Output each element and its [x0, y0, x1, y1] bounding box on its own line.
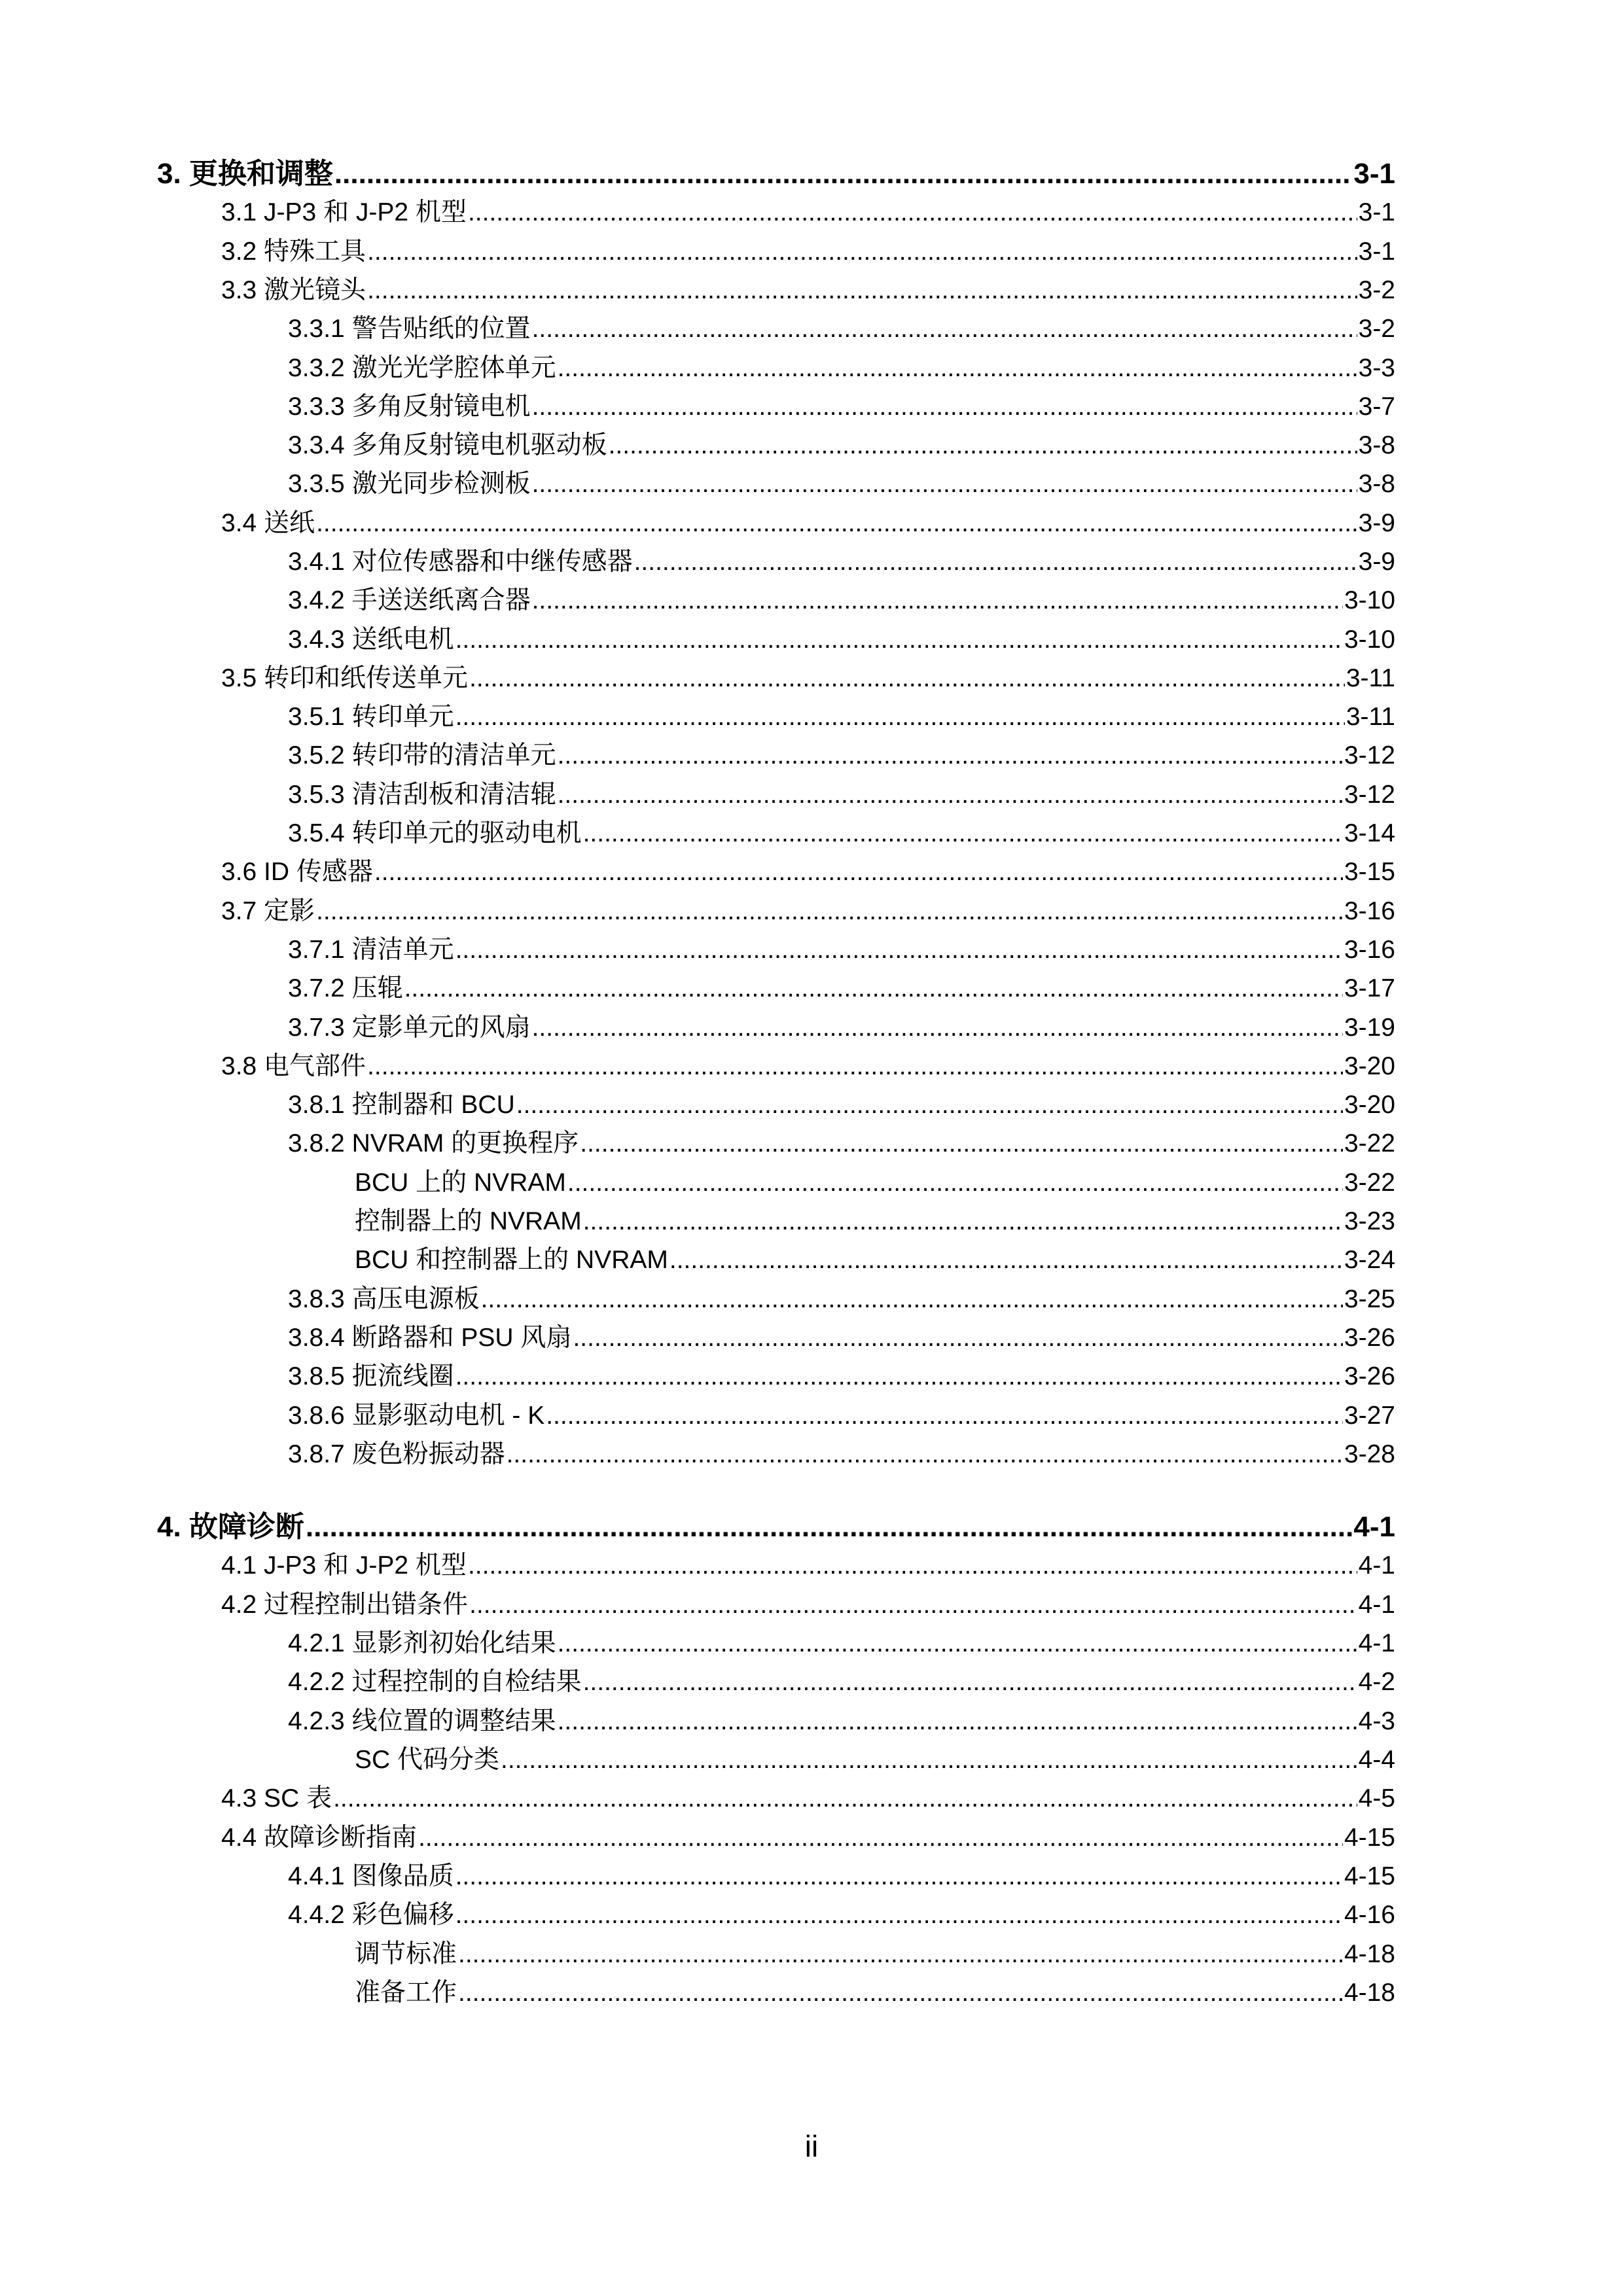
toc-entry-page: 4-18 [1344, 1940, 1395, 1968]
toc-entry-title: 3.4.3 送纸电机 [288, 626, 454, 654]
dot-leader [404, 970, 1343, 1007]
toc-entry-page: 4-1 [1358, 1551, 1395, 1580]
dot-leader [455, 932, 1343, 968]
toc-entry[interactable] [288, 737, 1395, 774]
toc-entry-title: 3.7.2 压辊 [288, 974, 403, 1002]
toc-entry[interactable] [288, 1320, 1395, 1356]
toc-entry[interactable] [288, 1281, 1395, 1318]
toc-entry-title: 3. 更换和调整 [157, 158, 333, 190]
toc-entry-title: 3.1 J-P3 和 J-P2 机型 [221, 198, 467, 226]
toc-entry-title: 3.2 特殊工具 [221, 238, 366, 266]
toc-entry[interactable] [288, 350, 1395, 387]
toc-entry-page: 3-9 [1358, 509, 1395, 537]
toc-entry-title: 3.5 转印和纸传送单元 [221, 664, 469, 692]
dot-leader [455, 622, 1343, 658]
toc-entry-page: 3-1 [1358, 238, 1395, 266]
dot-leader [501, 1742, 1357, 1778]
toc-entry-title: 3.4 送纸 [221, 509, 315, 537]
toc-chapter-entry[interactable] [157, 1509, 1395, 1545]
toc-entry-title: 3.8.4 断路器和 PSU 风扇 [288, 1324, 572, 1352]
toc-entry-page: 4-4 [1358, 1746, 1395, 1774]
dot-leader [367, 234, 1357, 270]
dot-leader [316, 505, 1357, 542]
toc-entry-page: 3-16 [1344, 936, 1395, 964]
toc-entry-title: 3.3.5 激光同步检测板 [288, 470, 531, 498]
toc-entry-page: 4-15 [1344, 1862, 1395, 1890]
dot-leader [455, 1858, 1343, 1895]
toc-entry-title: 4.2.3 线位置的调整结果 [288, 1707, 556, 1735]
toc-entry-page: 3-7 [1358, 393, 1395, 421]
toc-entry-page: 3-25 [1344, 1285, 1395, 1313]
toc-entry-title: 3.3.3 多角反射镜电机 [288, 393, 531, 421]
toc-entry-page: 3-27 [1344, 1402, 1395, 1430]
dot-leader [532, 389, 1357, 425]
toc-entry[interactable] [288, 970, 1395, 1007]
dot-leader [580, 1125, 1343, 1162]
toc-entry-page: 3-17 [1344, 974, 1395, 1002]
toc-entry-page: 3-28 [1344, 1440, 1395, 1468]
toc-entry-page: 3-2 [1358, 315, 1395, 343]
toc-entry-page: 3-1 [1358, 198, 1395, 226]
toc-entry-title: 3.5.2 转印带的清洁单元 [288, 741, 556, 769]
toc-entry-page: 4-2 [1358, 1668, 1395, 1696]
toc-entry-title: 3.8.3 高压电源板 [288, 1285, 480, 1313]
dot-leader [458, 1936, 1343, 1973]
toc-entry-title: 3.8 电气部件 [221, 1052, 366, 1080]
dot-leader [583, 815, 1343, 852]
toc-chapter-entry[interactable] [157, 156, 1395, 192]
toc-entry[interactable] [288, 777, 1395, 813]
toc-entry-page: 3-9 [1358, 548, 1395, 576]
toc-entry-title: 3.4.2 手送送纸离合器 [288, 586, 531, 614]
toc-entry[interactable] [288, 1125, 1395, 1162]
dot-leader [583, 1664, 1357, 1701]
toc-entry-page: 3-26 [1344, 1324, 1395, 1352]
dot-leader [455, 1358, 1343, 1395]
toc-entry-page: 3-23 [1344, 1207, 1395, 1235]
toc-entry[interactable] [355, 1742, 1395, 1778]
toc-entry-title: 4.2 过程控制出错条件 [221, 1591, 469, 1619]
toc-entry-page: 4-15 [1344, 1824, 1395, 1852]
dot-leader [306, 1509, 1352, 1545]
toc-entry-title: 3.5.4 转印单元的驱动电机 [288, 819, 582, 847]
toc-entry[interactable] [288, 466, 1395, 503]
toc-entry-title: 3.3.4 多角反射镜电机驱动板 [288, 431, 607, 459]
toc-entry[interactable] [221, 194, 1395, 231]
toc-entry-title: 4.3 SC 表 [221, 1784, 332, 1812]
toc-entry[interactable] [355, 1203, 1395, 1240]
dot-leader [333, 1780, 1357, 1817]
toc-entry-page: 4-3 [1358, 1707, 1395, 1735]
toc-entry-title: 3.7.1 清洁单元 [288, 936, 454, 964]
toc-entry[interactable] [221, 505, 1395, 542]
toc-entry-title: 4.4 故障诊断指南 [221, 1824, 418, 1852]
toc-entry-title: 4.4.2 彩色偏移 [288, 1901, 454, 1929]
toc-entry[interactable] [288, 389, 1395, 425]
toc-entry[interactable] [288, 427, 1395, 464]
toc-entry[interactable] [288, 1703, 1395, 1740]
toc-entry[interactable] [288, 932, 1395, 968]
dot-leader [455, 699, 1345, 735]
toc-entry[interactable] [221, 660, 1395, 697]
toc-entry-page: 3-11 [1346, 703, 1395, 731]
dot-leader [468, 1547, 1357, 1584]
toc-entry-title: 3.7.3 定影单元的风扇 [288, 1014, 531, 1042]
dot-leader [573, 1320, 1343, 1356]
toc-entry[interactable] [288, 815, 1395, 852]
toc-entry-title: 3.5.1 转印单元 [288, 703, 454, 731]
toc-entry-page: 3-3 [1358, 354, 1395, 382]
toc-entry[interactable] [288, 1358, 1395, 1395]
toc-entry[interactable] [221, 1587, 1395, 1623]
toc-entry[interactable] [355, 1975, 1395, 2011]
toc-entry[interactable] [288, 582, 1395, 619]
toc-entry-page: 3-20 [1344, 1091, 1395, 1119]
toc-entry-title: 3.6 ID 传感器 [221, 858, 373, 886]
toc-entry-page: 3-20 [1344, 1052, 1395, 1080]
toc-entry-page: 3-16 [1344, 897, 1395, 925]
toc-entry[interactable] [288, 1087, 1395, 1123]
dot-leader [669, 1242, 1343, 1279]
dot-leader [458, 1975, 1343, 2011]
dot-leader [481, 1281, 1343, 1318]
dot-leader [558, 1703, 1357, 1740]
toc-entry[interactable] [288, 544, 1395, 580]
toc-entry[interactable] [221, 234, 1395, 270]
toc-entry[interactable] [355, 1936, 1395, 1973]
toc-entry-page: 3-10 [1344, 626, 1395, 654]
toc-entry-page: 4-1 [1353, 1511, 1395, 1543]
dot-leader [374, 854, 1343, 891]
dot-leader [316, 893, 1343, 930]
toc-entry-title: 4.4.1 图像品质 [288, 1862, 454, 1890]
toc-entry[interactable] [221, 893, 1395, 930]
toc-entry[interactable] [221, 1048, 1395, 1085]
dot-leader [507, 1436, 1343, 1473]
dot-leader [367, 1048, 1343, 1085]
toc-entry[interactable] [288, 622, 1395, 658]
dot-leader [558, 1625, 1357, 1662]
toc-entry-page: 3-19 [1344, 1014, 1395, 1042]
toc-entry-title: 3.8.5 扼流线圈 [288, 1362, 454, 1390]
dot-leader [418, 1820, 1343, 1856]
toc-entry-page: 3-11 [1346, 664, 1395, 692]
dot-leader [546, 1398, 1343, 1434]
page-number: ii [804, 2129, 819, 2163]
dot-leader [469, 660, 1345, 697]
toc-entry-title: 3.3.2 激光光学腔体单元 [288, 354, 556, 382]
toc-entry-page: 3-12 [1344, 741, 1395, 769]
toc-entry[interactable] [221, 272, 1395, 309]
toc-entry[interactable] [221, 1780, 1395, 1817]
dot-leader [567, 1165, 1343, 1201]
toc-entry-page: 3-22 [1344, 1169, 1395, 1197]
dot-leader [367, 272, 1357, 309]
toc-entry-page: 4-18 [1344, 1979, 1395, 2007]
toc-entry[interactable] [288, 1897, 1395, 1934]
dot-leader [532, 1010, 1343, 1046]
dot-leader [583, 1203, 1343, 1240]
toc-entry-page: 3-8 [1358, 470, 1395, 498]
dot-leader [532, 466, 1357, 503]
toc-entry-title: BCU 和控制器上的 NVRAM [355, 1246, 668, 1274]
toc-entry-page: 4-1 [1358, 1591, 1395, 1619]
toc-entry-title: BCU 上的 NVRAM [355, 1169, 566, 1197]
toc-entry-page: 4-1 [1358, 1629, 1395, 1657]
toc-entry[interactable] [355, 1242, 1395, 1279]
toc-entry-page: 3-8 [1358, 431, 1395, 459]
toc-entry[interactable] [288, 1436, 1395, 1473]
toc-entry-page: 3-26 [1344, 1362, 1395, 1390]
dot-leader [334, 156, 1352, 192]
toc-entry[interactable] [355, 1165, 1395, 1201]
toc-entry-title: 4.1 J-P3 和 J-P2 机型 [221, 1551, 467, 1580]
dot-leader [468, 194, 1357, 231]
toc-entry-page: 3-15 [1344, 858, 1395, 886]
dot-leader [558, 737, 1343, 774]
toc-entry-page: 3-12 [1344, 781, 1395, 809]
toc-entry-title: 3.8.6 显影驱动电机 - K [288, 1402, 545, 1430]
toc-entry-page: 3-2 [1358, 276, 1395, 304]
dot-leader [558, 350, 1357, 387]
toc-entry[interactable] [288, 311, 1395, 347]
toc-entry-page: 3-1 [1353, 158, 1395, 190]
toc-entry-title: 3.8.1 控制器和 BCU [288, 1091, 515, 1119]
toc-entry[interactable] [288, 1625, 1395, 1662]
toc-entry-title: SC 代码分类 [355, 1746, 500, 1774]
toc-entry[interactable] [288, 1858, 1395, 1895]
dot-leader [469, 1587, 1357, 1623]
toc-entry-title: 准备工作 [355, 1979, 457, 2007]
dot-leader [532, 311, 1357, 347]
toc-entry-title: 控制器上的 NVRAM [355, 1207, 582, 1235]
toc-entry-title: 3.8.2 NVRAM 的更换程序 [288, 1129, 579, 1157]
dot-leader [532, 582, 1343, 619]
toc-entry-title: 4. 故障诊断 [157, 1511, 304, 1543]
toc-entry[interactable] [288, 1398, 1395, 1434]
toc-entry[interactable] [221, 854, 1395, 891]
toc-entry-title: 4.2.2 过程控制的自检结果 [288, 1668, 582, 1696]
dot-leader [455, 1897, 1343, 1934]
dot-leader [516, 1087, 1343, 1123]
dot-leader [634, 544, 1357, 580]
toc-entry[interactable] [221, 1547, 1395, 1584]
toc-entry-title: 3.5.3 清洁刮板和清洁辊 [288, 781, 556, 809]
toc-entry-page: 4-16 [1344, 1901, 1395, 1929]
toc-entry[interactable] [288, 699, 1395, 735]
dot-leader [609, 427, 1357, 464]
toc-entry-page: 4-5 [1358, 1784, 1395, 1812]
toc-entry-page: 3-14 [1344, 819, 1395, 847]
toc-entry[interactable] [221, 1820, 1395, 1856]
dot-leader [558, 777, 1343, 813]
toc-entry[interactable] [288, 1010, 1395, 1046]
toc-entry-page: 3-10 [1344, 586, 1395, 614]
toc-entry-title: 3.8.7 废色粉振动器 [288, 1440, 505, 1468]
toc-entry-title: 3.7 定影 [221, 897, 315, 925]
toc-entry-title: 3.3.1 警告贴纸的位置 [288, 315, 531, 343]
toc-entry-title: 3.4.1 对位传感器和中继传感器 [288, 548, 633, 576]
toc-entry[interactable] [288, 1664, 1395, 1701]
toc-entry-title: 3.3 激光镜头 [221, 276, 366, 304]
toc-entry-title: 调节标准 [355, 1940, 457, 1968]
toc-entry-page: 3-22 [1344, 1129, 1395, 1157]
toc-entry-page: 3-24 [1344, 1246, 1395, 1274]
toc-entry-title: 4.2.1 显影剂初始化结果 [288, 1629, 556, 1657]
